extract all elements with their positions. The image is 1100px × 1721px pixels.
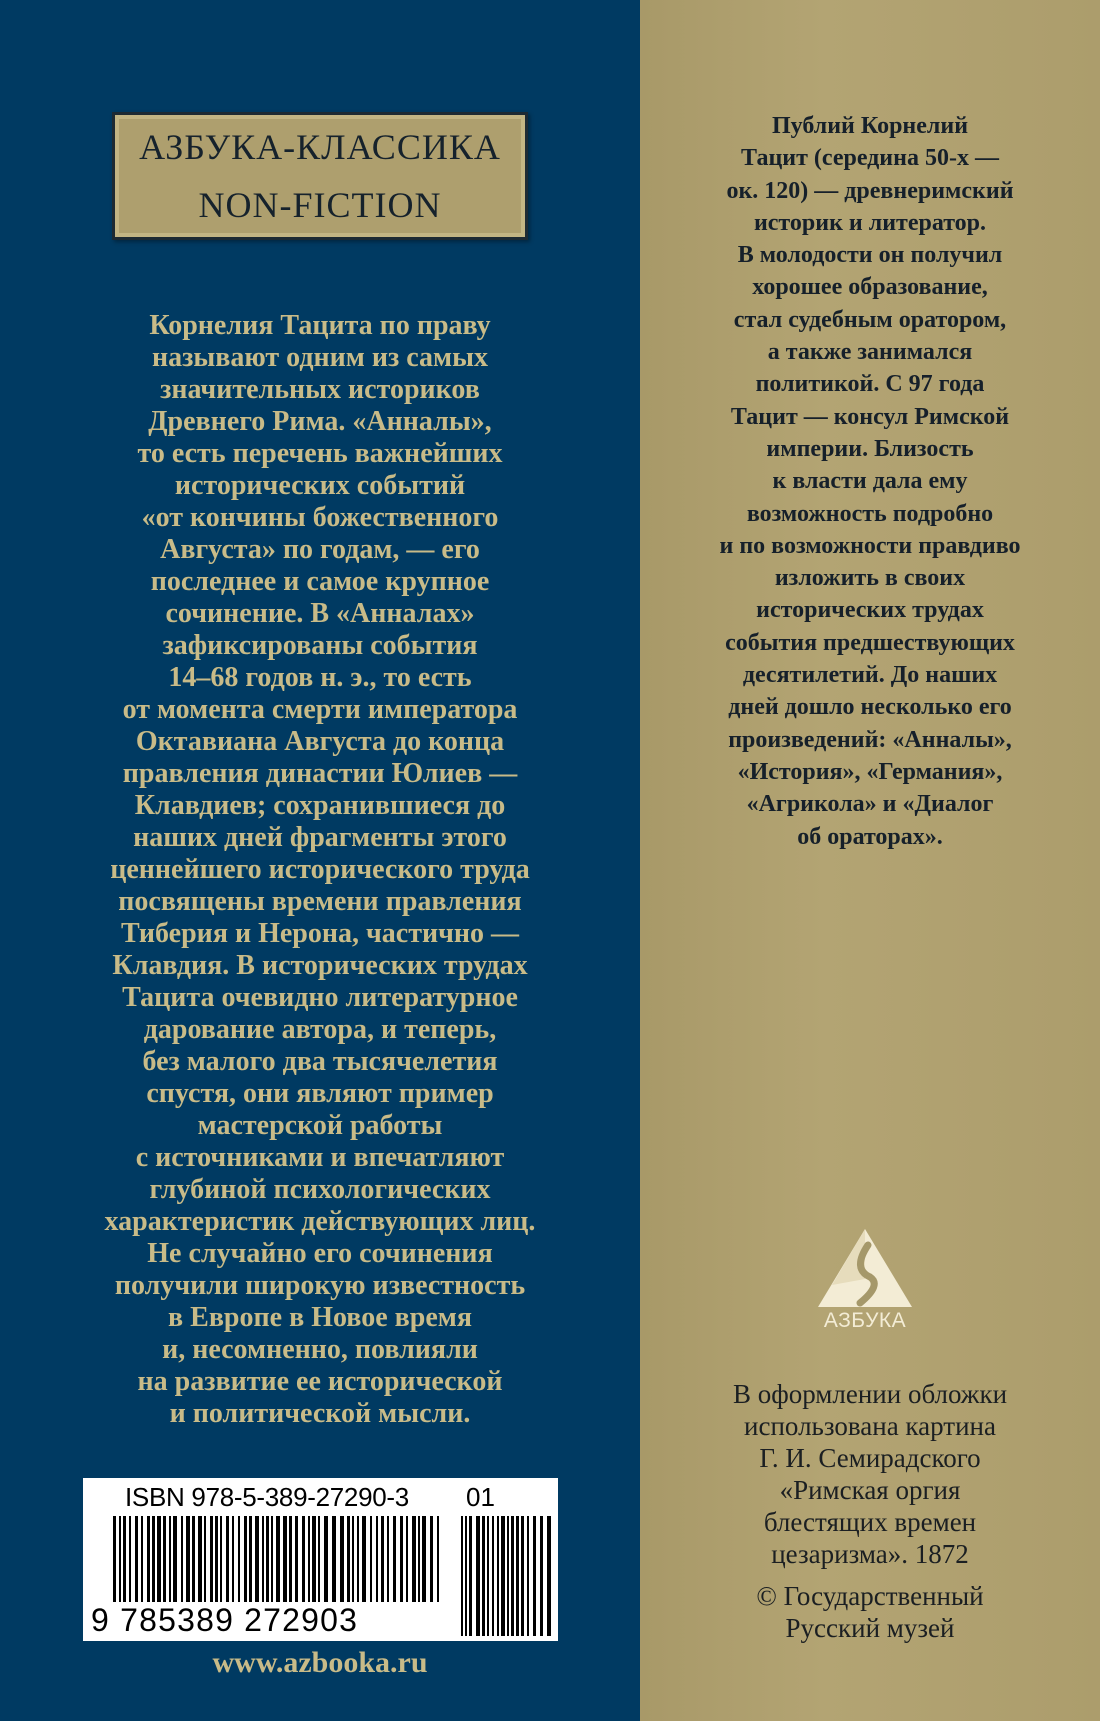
- text-line: «Римская оргия: [779, 1475, 961, 1505]
- text-line: Русский музей: [785, 1613, 955, 1643]
- barcode-digits: 9 785389 272903: [91, 1602, 359, 1638]
- barcode-bar: [482, 1516, 485, 1636]
- barcode-bar: [157, 1516, 161, 1602]
- barcode-bar: [540, 1516, 543, 1636]
- text-line: политикой. С 97 года: [755, 371, 985, 398]
- text-line: Тацита очевидно литературное: [122, 982, 518, 1013]
- text-line: и по возможности правдиво: [719, 532, 1021, 559]
- series-name: АЗБУКА-КЛАССИКА: [139, 127, 501, 167]
- barcode-bar: [492, 1516, 494, 1636]
- azbuka-triangle-icon: [810, 1225, 920, 1315]
- text-line: «История», «Германия»,: [737, 758, 1003, 785]
- text-line: Г. И. Семирадского: [759, 1443, 981, 1473]
- barcode-bar: [295, 1516, 298, 1602]
- text-line: ок. 120) — древнеримский: [726, 177, 1014, 204]
- text-line: называют одним из самых: [152, 342, 488, 373]
- isbn-barcode: [83, 1478, 558, 1641]
- text-line: дарование автора, и теперь,: [143, 1014, 497, 1045]
- text-line: ценнейшего исторического труда: [110, 854, 530, 885]
- barcode-bar: [352, 1516, 354, 1602]
- barcode-bar: [521, 1516, 524, 1636]
- barcode-bar: [113, 1516, 116, 1602]
- barcode-bar: [370, 1516, 372, 1602]
- text-line: спустя, они являют пример: [146, 1078, 494, 1109]
- text-line: посвящены времени правления: [118, 886, 522, 917]
- barcode-bar: [507, 1516, 509, 1636]
- barcode-bar: [381, 1516, 384, 1602]
- text-line: Клавдия. В исторических трудах: [112, 950, 528, 981]
- barcode-bar: [129, 1516, 131, 1602]
- publisher-name: АЗБУКА: [823, 1309, 907, 1332]
- barcode-bar: [340, 1516, 344, 1602]
- text-line: хорошее образование,: [752, 274, 988, 301]
- barcode-bar: [302, 1516, 305, 1602]
- barcode-bar: [141, 1516, 143, 1602]
- text-line: сочинение. В «Анналах»: [165, 598, 475, 629]
- text-line: «от кончины божественного: [141, 502, 499, 533]
- barcode-bar: [276, 1516, 280, 1602]
- barcode-bar: [289, 1516, 292, 1602]
- copyright-notice: [680, 1580, 1060, 1644]
- text-line: Не случайно его сочинения: [147, 1238, 493, 1269]
- text-line: империи. Близость: [766, 435, 974, 462]
- text-line: без малого два тысячелетия: [142, 1046, 498, 1077]
- text-line: зафиксированы события: [162, 630, 478, 661]
- barcode-bar: [406, 1516, 408, 1602]
- series-label-box: [112, 112, 528, 240]
- text-line: и политической мысли.: [169, 1398, 471, 1429]
- barcode-bar: [511, 1516, 514, 1636]
- barcode-bar: [501, 1516, 505, 1636]
- barcode-bar: [119, 1516, 121, 1602]
- barcode-bar: [357, 1516, 359, 1602]
- barcode-bar: [487, 1516, 489, 1636]
- text-line: Публий Корнелий: [771, 113, 969, 139]
- barcode-bar: [393, 1516, 396, 1602]
- text-line: дней дошло несколько его: [728, 694, 1012, 721]
- barcode-bar: [422, 1516, 426, 1602]
- text-line: Тиберия и Нерона, частично —: [120, 918, 520, 949]
- barcode-bar: [198, 1516, 202, 1602]
- barcode-bar: [173, 1516, 177, 1602]
- text-line: исторических трудах: [756, 597, 984, 624]
- publisher-logo: [810, 1225, 920, 1340]
- barcode-bar: [249, 1516, 252, 1602]
- barcode-bar: [215, 1516, 218, 1602]
- barcode-bar: [461, 1516, 463, 1636]
- barcode-bar: [437, 1516, 439, 1602]
- text-line: десятилетий. До наших: [742, 662, 998, 689]
- barcode-bar: [418, 1516, 420, 1602]
- barcode-bar: [181, 1516, 183, 1602]
- text-line: Октавиана Августа до конца: [135, 726, 505, 757]
- barcode-bar: [255, 1516, 259, 1602]
- barcode-bar: [412, 1516, 416, 1602]
- text-line: историк и литератор.: [753, 209, 987, 236]
- barcode-bar: [527, 1516, 529, 1636]
- barcode-bar: [220, 1516, 222, 1602]
- barcode-bar: [123, 1516, 126, 1602]
- barcode-bar: [271, 1516, 273, 1602]
- barcode-bar: [244, 1516, 247, 1602]
- barcode-bar: [476, 1516, 480, 1636]
- series-subtitle: NON-FICTION: [198, 185, 442, 225]
- text-line: на развитие ее исторической: [137, 1366, 503, 1397]
- barcode-addon-code: 01: [466, 1482, 495, 1512]
- text-line: возможность подробно: [746, 500, 994, 527]
- barcode-bar: [135, 1516, 138, 1602]
- barcode-bar: [232, 1516, 234, 1602]
- barcode-bar: [308, 1516, 310, 1602]
- text-line: Корнелия Тацита по праву: [149, 310, 491, 341]
- publisher-website: www.azbooka.ru: [212, 1646, 428, 1679]
- barcode-bar: [318, 1516, 320, 1602]
- barcode-bar: [497, 1516, 499, 1636]
- text-line: 14–68 годов н. э., то есть: [168, 662, 472, 693]
- text-line: мастерской работы: [197, 1110, 443, 1141]
- text-line: получили широкую известность: [114, 1270, 526, 1301]
- text-line: с источниками и впечатляют: [135, 1142, 505, 1173]
- text-line: от момента смерти императора: [122, 694, 518, 725]
- barcode-bar: [266, 1516, 269, 1602]
- barcode-bar: [547, 1516, 551, 1636]
- text-line: события предшествующих: [725, 629, 1015, 656]
- barcode-bar: [210, 1516, 213, 1602]
- text-line: и, несомненно, повлияли: [162, 1334, 478, 1365]
- text-line: изложить в своих: [774, 565, 966, 592]
- barcode-bar: [376, 1516, 378, 1602]
- barcode-bar: [147, 1516, 150, 1602]
- barcode-bar: [192, 1516, 195, 1602]
- barcode-bar: [226, 1516, 229, 1602]
- barcode-bar: [347, 1516, 350, 1602]
- text-line: «Агрикола» и «Диалог: [746, 791, 994, 818]
- barcode-bar: [238, 1516, 240, 1602]
- text-line: © Государственный: [756, 1581, 984, 1611]
- text-line: цезаризма». 1872: [771, 1539, 969, 1569]
- barcode-bar: [400, 1516, 403, 1602]
- barcode-bar: [387, 1516, 389, 1602]
- barcode-bar: [163, 1516, 166, 1602]
- text-line: исторических событий: [174, 470, 466, 501]
- text-line: блестящих времен: [763, 1507, 977, 1537]
- text-line: а также занимался: [767, 339, 973, 366]
- text-line: использована картина: [744, 1411, 996, 1441]
- author-biography: [660, 110, 1080, 853]
- text-line: значительных историков: [160, 374, 480, 405]
- barcode-bar: [152, 1516, 155, 1602]
- barcode-bar: [262, 1516, 264, 1602]
- barcode-bar: [204, 1516, 206, 1602]
- text-line: характеристик действующих лиц.: [104, 1206, 536, 1237]
- text-line: об ораторах».: [797, 823, 943, 850]
- text-line: стал судебным оратором,: [733, 306, 1007, 333]
- text-line: Древнего Рима. «Анналы»,: [148, 406, 492, 437]
- text-line: произведений: «Анналы»,: [728, 726, 1012, 753]
- text-line: правления династии Юлиев —: [122, 758, 518, 789]
- text-line: Клавдиев; сохранившиеся до: [134, 790, 506, 821]
- barcode-bar: [533, 1516, 536, 1636]
- book-description: [40, 310, 600, 1430]
- barcode-bar: [324, 1516, 328, 1602]
- text-line: в Европе в Новое время: [168, 1302, 472, 1333]
- text-line: последнее и самое крупное: [150, 566, 490, 597]
- barcode-bar: [465, 1516, 467, 1636]
- text-line: В молодости он получил: [737, 242, 1003, 269]
- barcode-bar: [186, 1516, 190, 1602]
- text-line: Тацит — консул Римской: [730, 403, 1010, 430]
- text-line: наших дней фрагменты этого: [133, 822, 507, 853]
- isbn-number: ISBN 978-5-389-27290-3: [125, 1482, 409, 1512]
- text-line: Августа» по годам, — его: [160, 534, 480, 565]
- text-line: глубиной психологических: [149, 1174, 491, 1205]
- text-line: к власти дала ему: [772, 468, 968, 495]
- text-line: Тацит (середина 50-х —: [741, 145, 999, 172]
- text-line: В оформлении обложки: [732, 1379, 1008, 1409]
- barcode-bar: [169, 1516, 171, 1602]
- barcode-bar: [312, 1516, 316, 1602]
- barcode-bar: [469, 1516, 472, 1636]
- barcode-bar: [362, 1516, 366, 1602]
- text-line: то есть перечень важнейших: [137, 438, 503, 469]
- barcode-bar: [516, 1516, 519, 1636]
- cover-art-credit: [680, 1378, 1060, 1570]
- barcode-bar: [430, 1516, 433, 1602]
- barcode-bar: [332, 1516, 336, 1602]
- barcode-bar: [283, 1516, 287, 1602]
